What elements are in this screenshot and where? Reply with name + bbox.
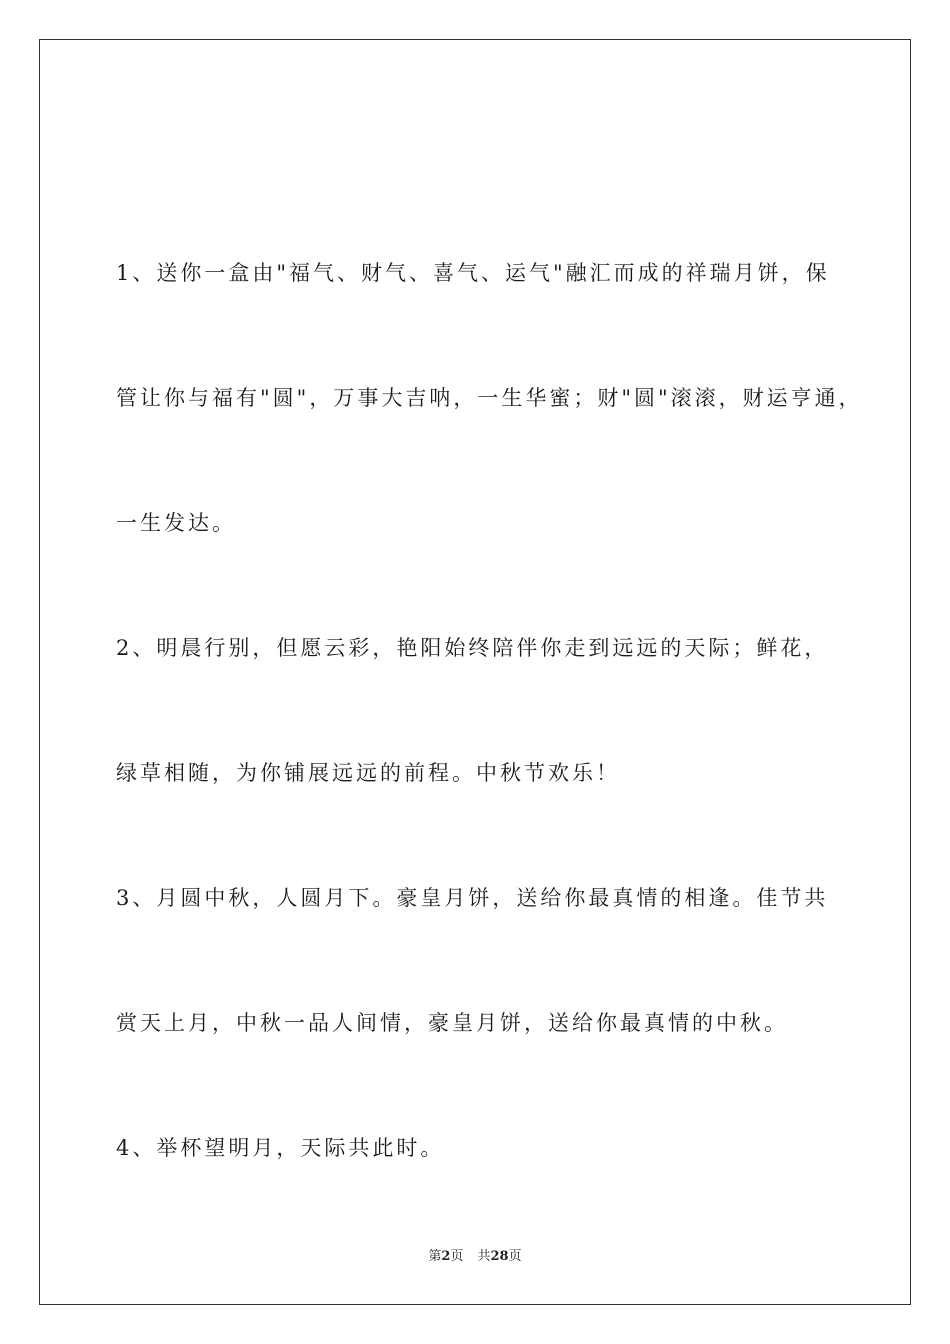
page-suffix: 页 bbox=[450, 1249, 464, 1264]
paragraph-2-line-2: 绿草相随，为你铺展远远的前程。中秋节欢乐！ bbox=[116, 761, 620, 785]
paragraph-3-line-1: 3、月圆中秋，人圆月下。豪皇月饼，送给你最真情的相逢。佳节共 bbox=[116, 886, 829, 910]
paragraph-2-line-1: 2、明晨行别，但愿云彩，艳阳始终陪伴你走到远远的天际；鲜花， bbox=[116, 636, 829, 660]
paragraph-1-line-2: 管让你与福有"圆"，万事大吉呐，一生华蜜；财"圆"滚滚，财运亨通， bbox=[116, 386, 863, 410]
paragraph-4-line-1: 4、举杯望明月，天际共此时。 bbox=[116, 1136, 445, 1160]
total-prefix: 共 bbox=[477, 1249, 491, 1264]
paragraph-1-line-1: 1、送你一盒由"福气、财气、喜气、运气"融汇而成的祥瑞月饼，保 bbox=[116, 261, 830, 285]
total-suffix: 页 bbox=[508, 1249, 522, 1264]
paragraph-1-line-3: 一生发达。 bbox=[116, 511, 236, 535]
page-border bbox=[39, 39, 911, 1305]
page-prefix: 第 bbox=[428, 1249, 442, 1264]
total-pages: 28 bbox=[490, 1249, 509, 1264]
paragraph-3-line-2: 赏天上月，中秋一品人间情，豪皇月饼，送给你最真情的中秋。 bbox=[116, 1011, 788, 1035]
page-number: 2 bbox=[441, 1249, 451, 1264]
page-footer bbox=[0, 1248, 950, 1266]
